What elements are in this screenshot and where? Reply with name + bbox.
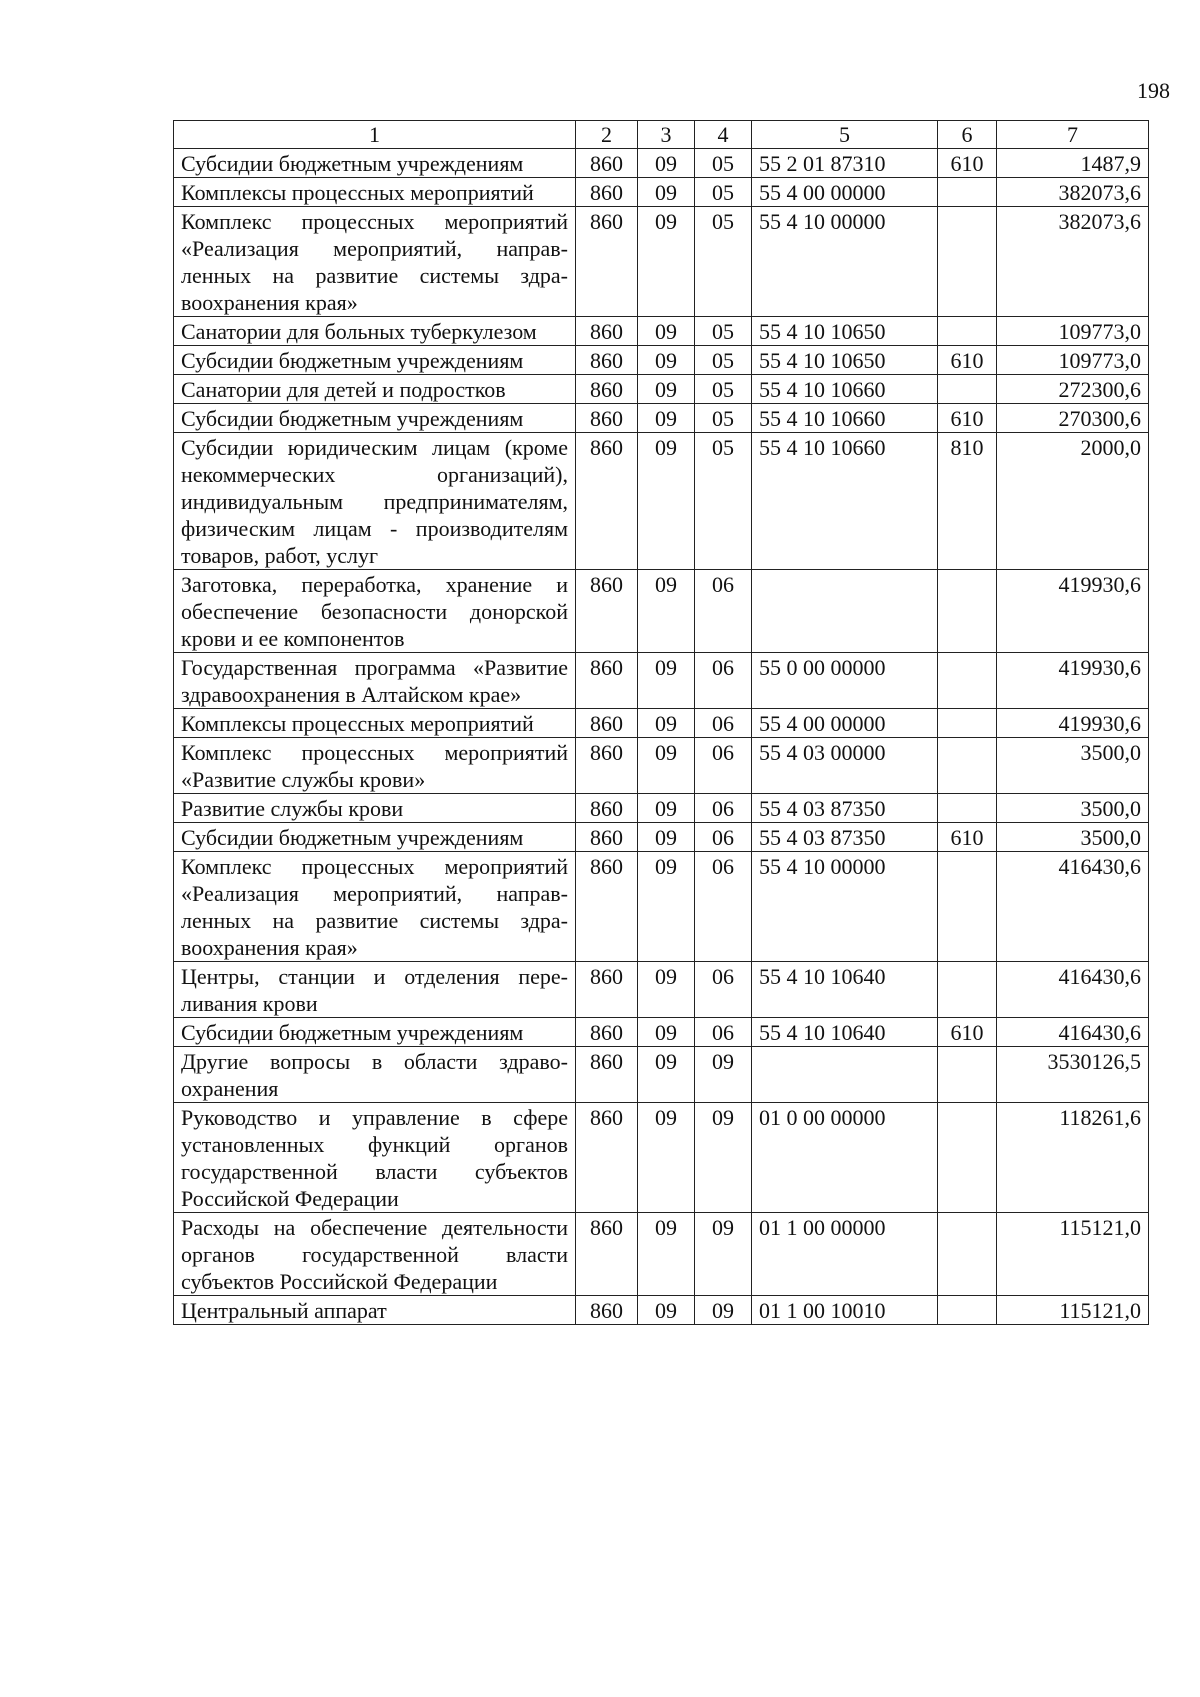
amount-cell: 382073,6 — [997, 207, 1149, 317]
expense-type-code-cell: 610 — [938, 404, 997, 433]
subsection-code-cell: 06 — [695, 962, 752, 1018]
department-code-cell: 860 — [576, 207, 638, 317]
department-code-cell: 860 — [576, 149, 638, 178]
expense-type-code-cell — [938, 1296, 997, 1325]
expense-type-code-cell — [938, 709, 997, 738]
table-row — [174, 375, 1149, 404]
column-header: 6 — [938, 121, 997, 149]
department-code-cell: 860 — [576, 823, 638, 852]
department-code-cell: 860 — [576, 317, 638, 346]
department-code-cell: 860 — [576, 852, 638, 962]
expense-type-code-cell — [938, 738, 997, 794]
row-name-cell: Заготовка, переработка, хранение и обеспечение безопасности донорской крови и ее компонентов — [174, 570, 576, 653]
subsection-code-cell: 05 — [695, 404, 752, 433]
subsection-code-cell: 06 — [695, 1018, 752, 1047]
section-code-cell: 09 — [638, 653, 695, 709]
column-header: 2 — [576, 121, 638, 149]
row-name-cell: Комплекс процессных мероприятий «Реализация мероприятий, направленных на развитие системы здравоохранения края» — [174, 207, 576, 317]
section-code-cell: 09 — [638, 570, 695, 653]
target-item-code-cell: 55 4 10 10640 — [752, 962, 938, 1018]
target-item-code-cell: 55 4 10 10660 — [752, 375, 938, 404]
amount-cell: 416430,6 — [997, 852, 1149, 962]
subsection-code-cell: 09 — [695, 1103, 752, 1213]
target-item-code-cell: 55 4 10 00000 — [752, 852, 938, 962]
section-code-cell: 09 — [638, 1213, 695, 1296]
subsection-code-cell: 05 — [695, 317, 752, 346]
subsection-code-cell: 06 — [695, 653, 752, 709]
row-name-cell: Другие вопросы в области здравоохранения — [174, 1047, 576, 1103]
department-code-cell: 860 — [576, 1213, 638, 1296]
amount-cell: 3500,0 — [997, 794, 1149, 823]
target-item-code-cell — [752, 1047, 938, 1103]
amount-cell: 115121,0 — [997, 1296, 1149, 1325]
subsection-code-cell: 05 — [695, 207, 752, 317]
table-row — [174, 738, 1149, 794]
table-row — [174, 709, 1149, 738]
row-name-cell: Комплекс процессных мероприятий «Реализация мероприятий, направленных на развитие системы здравоохранения края» — [174, 852, 576, 962]
row-name-cell: Комплекс процессных мероприятий «Развитие службы крови» — [174, 738, 576, 794]
amount-cell: 109773,0 — [997, 346, 1149, 375]
row-name-cell: Субсидии бюджетным учреждениям — [174, 346, 576, 375]
table-row — [174, 852, 1149, 962]
section-code-cell: 09 — [638, 178, 695, 207]
section-code-cell: 09 — [638, 1018, 695, 1047]
target-item-code-cell: 55 4 10 10660 — [752, 433, 938, 570]
expense-type-code-cell — [938, 852, 997, 962]
table-row — [174, 178, 1149, 207]
section-code-cell: 09 — [638, 738, 695, 794]
table-row — [174, 317, 1149, 346]
row-name-cell: Развитие службы крови — [174, 794, 576, 823]
column-header: 5 — [752, 121, 938, 149]
row-name-cell: Субсидии юридическим лицам (кроме некоммерческих организаций), индивидуальным предпринимателям, физическим лицам - производителям товаров, работ, услуг — [174, 433, 576, 570]
target-item-code-cell: 55 4 10 10640 — [752, 1018, 938, 1047]
department-code-cell: 860 — [576, 433, 638, 570]
department-code-cell: 860 — [576, 346, 638, 375]
subsection-code-cell: 06 — [695, 823, 752, 852]
department-code-cell: 860 — [576, 178, 638, 207]
target-item-code-cell: 55 4 03 87350 — [752, 794, 938, 823]
expense-type-code-cell — [938, 207, 997, 317]
expense-type-code-cell: 810 — [938, 433, 997, 570]
department-code-cell: 860 — [576, 1103, 638, 1213]
amount-cell: 3530126,5 — [997, 1047, 1149, 1103]
table-row — [174, 794, 1149, 823]
row-name-cell: Комплексы процессных мероприятий — [174, 709, 576, 738]
amount-cell: 272300,6 — [997, 375, 1149, 404]
target-item-code-cell — [752, 570, 938, 653]
section-code-cell: 09 — [638, 1103, 695, 1213]
subsection-code-cell: 06 — [695, 738, 752, 794]
amount-cell: 270300,6 — [997, 404, 1149, 433]
section-code-cell: 09 — [638, 404, 695, 433]
subsection-code-cell: 06 — [695, 852, 752, 962]
section-code-cell: 09 — [638, 709, 695, 738]
department-code-cell: 860 — [576, 709, 638, 738]
table-row — [174, 962, 1149, 1018]
table-row — [174, 1213, 1149, 1296]
table-row — [174, 1103, 1149, 1213]
row-name-cell: Центры, станции и отделения переливания крови — [174, 962, 576, 1018]
column-header: 3 — [638, 121, 695, 149]
subsection-code-cell: 05 — [695, 433, 752, 570]
target-item-code-cell: 55 4 00 00000 — [752, 178, 938, 207]
department-code-cell: 860 — [576, 1018, 638, 1047]
target-item-code-cell: 55 4 10 10650 — [752, 346, 938, 375]
table-row — [174, 1018, 1149, 1047]
department-code-cell: 860 — [576, 962, 638, 1018]
column-header: 1 — [174, 121, 576, 149]
target-item-code-cell: 55 0 00 00000 — [752, 653, 938, 709]
row-name-cell: Субсидии бюджетным учреждениям — [174, 149, 576, 178]
target-item-code-cell: 01 0 00 00000 — [752, 1103, 938, 1213]
subsection-code-cell: 06 — [695, 794, 752, 823]
subsection-code-cell: 06 — [695, 709, 752, 738]
target-item-code-cell: 55 4 10 10660 — [752, 404, 938, 433]
expense-type-code-cell — [938, 1047, 997, 1103]
department-code-cell: 860 — [576, 738, 638, 794]
target-item-code-cell: 01 1 00 10010 — [752, 1296, 938, 1325]
expense-type-code-cell — [938, 570, 997, 653]
target-item-code-cell: 55 4 10 00000 — [752, 207, 938, 317]
target-item-code-cell: 55 2 01 87310 — [752, 149, 938, 178]
table-header-row — [174, 121, 1149, 149]
row-name-cell: Комплексы процессных мероприятий — [174, 178, 576, 207]
table-row — [174, 570, 1149, 653]
row-name-cell: Субсидии бюджетным учреждениям — [174, 1018, 576, 1047]
table-row — [174, 346, 1149, 375]
column-header: 7 — [997, 121, 1149, 149]
section-code-cell: 09 — [638, 375, 695, 404]
section-code-cell: 09 — [638, 207, 695, 317]
expense-type-code-cell — [938, 317, 997, 346]
amount-cell: 3500,0 — [997, 823, 1149, 852]
target-item-code-cell: 55 4 03 00000 — [752, 738, 938, 794]
target-item-code-cell: 01 1 00 00000 — [752, 1213, 938, 1296]
table-row — [174, 653, 1149, 709]
table-row — [174, 149, 1149, 178]
expense-type-code-cell — [938, 1103, 997, 1213]
amount-cell: 416430,6 — [997, 962, 1149, 1018]
table-row — [174, 1047, 1149, 1103]
row-name-cell: Руководство и управление в сфере установленных функций органов государственной власти субъектов Российской Федерации — [174, 1103, 576, 1213]
amount-cell: 419930,6 — [997, 570, 1149, 653]
row-name-cell: Субсидии бюджетным учреждениям — [174, 823, 576, 852]
amount-cell: 115121,0 — [997, 1213, 1149, 1296]
table-row — [174, 404, 1149, 433]
subsection-code-cell: 05 — [695, 346, 752, 375]
section-code-cell: 09 — [638, 823, 695, 852]
subsection-code-cell: 06 — [695, 570, 752, 653]
row-name-cell: Субсидии бюджетным учреждениям — [174, 404, 576, 433]
expense-type-code-cell — [938, 178, 997, 207]
amount-cell: 419930,6 — [997, 653, 1149, 709]
amount-cell: 416430,6 — [997, 1018, 1149, 1047]
table-row — [174, 207, 1149, 317]
department-code-cell: 860 — [576, 1296, 638, 1325]
table-row — [174, 1296, 1149, 1325]
expense-type-code-cell — [938, 1213, 997, 1296]
department-code-cell: 860 — [576, 653, 638, 709]
section-code-cell: 09 — [638, 962, 695, 1018]
department-code-cell: 860 — [576, 1047, 638, 1103]
expense-type-code-cell — [938, 375, 997, 404]
target-item-code-cell: 55 4 10 10650 — [752, 317, 938, 346]
expense-type-code-cell: 610 — [938, 346, 997, 375]
subsection-code-cell: 09 — [695, 1296, 752, 1325]
amount-cell: 109773,0 — [997, 317, 1149, 346]
section-code-cell: 09 — [638, 149, 695, 178]
amount-cell: 118261,6 — [997, 1103, 1149, 1213]
subsection-code-cell: 05 — [695, 375, 752, 404]
target-item-code-cell: 55 4 03 87350 — [752, 823, 938, 852]
expense-type-code-cell: 610 — [938, 149, 997, 178]
section-code-cell: 09 — [638, 433, 695, 570]
subsection-code-cell: 09 — [695, 1213, 752, 1296]
row-name-cell: Центральный аппарат — [174, 1296, 576, 1325]
expense-type-code-cell: 610 — [938, 1018, 997, 1047]
amount-cell: 1487,9 — [997, 149, 1149, 178]
table-row — [174, 823, 1149, 852]
subsection-code-cell: 05 — [695, 178, 752, 207]
section-code-cell: 09 — [638, 852, 695, 962]
section-code-cell: 09 — [638, 794, 695, 823]
row-name-cell: Расходы на обеспечение деятельности органов государственной власти субъектов Российской Федерации — [174, 1213, 576, 1296]
row-name-cell: Государственная программа «Развитие здравоохранения в Алтайском крае» — [174, 653, 576, 709]
section-code-cell: 09 — [638, 317, 695, 346]
amount-cell: 419930,6 — [997, 709, 1149, 738]
department-code-cell: 860 — [576, 404, 638, 433]
section-code-cell: 09 — [638, 1296, 695, 1325]
subsection-code-cell: 05 — [695, 149, 752, 178]
page-number: 198 — [1137, 78, 1170, 103]
amount-cell: 2000,0 — [997, 433, 1149, 570]
column-header: 4 — [695, 121, 752, 149]
expense-type-code-cell — [938, 962, 997, 1018]
row-name-cell: Санатории для детей и подростков — [174, 375, 576, 404]
target-item-code-cell: 55 4 00 00000 — [752, 709, 938, 738]
department-code-cell: 860 — [576, 375, 638, 404]
expense-type-code-cell — [938, 794, 997, 823]
section-code-cell: 09 — [638, 346, 695, 375]
amount-cell: 3500,0 — [997, 738, 1149, 794]
section-code-cell: 09 — [638, 1047, 695, 1103]
budget-table — [173, 120, 1149, 1325]
department-code-cell: 860 — [576, 794, 638, 823]
table-row — [174, 433, 1149, 570]
department-code-cell: 860 — [576, 570, 638, 653]
row-name-cell: Санатории для больных туберкулезом — [174, 317, 576, 346]
subsection-code-cell: 09 — [695, 1047, 752, 1103]
expense-type-code-cell — [938, 653, 997, 709]
amount-cell: 382073,6 — [997, 178, 1149, 207]
expense-type-code-cell: 610 — [938, 823, 997, 852]
